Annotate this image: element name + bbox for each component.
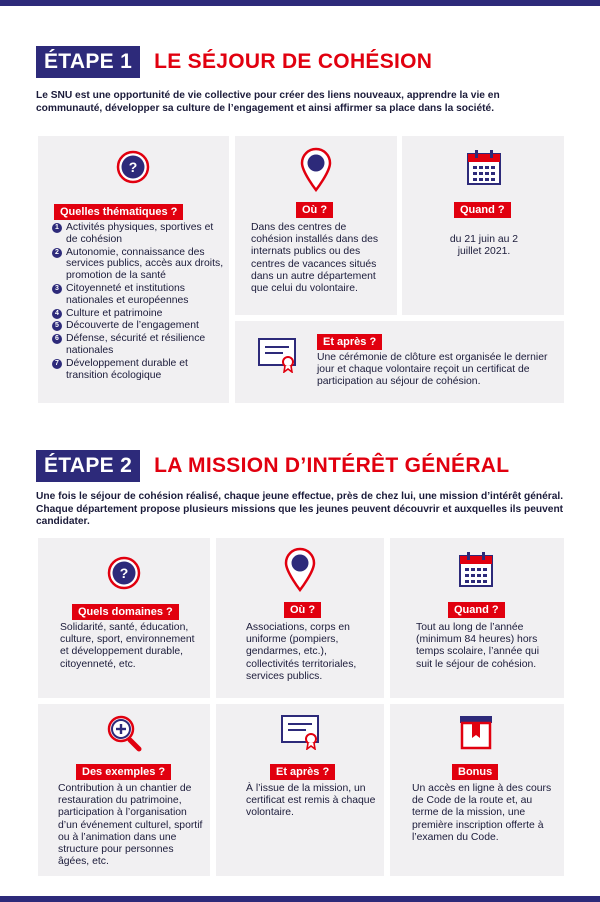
svg-text:?: ? bbox=[119, 565, 129, 581]
domains-label: Quels domaines ? bbox=[72, 604, 179, 620]
step1-themes-card bbox=[38, 136, 229, 403]
examples-text: Contribution à un chantier de restauration du patrimoine, participation à l’organisation d’un événement culturel, sportif ou à l’animation dans une structure pour personnes âgées, etc. bbox=[58, 783, 203, 868]
theme-text: Autonomie, connaissance des services publics, accès aux droits, promotion de la santé bbox=[66, 246, 224, 282]
step1-title: LE SÉJOUR DE COHÉSION bbox=[154, 50, 433, 73]
theme-item bbox=[52, 333, 224, 357]
gift-box-icon bbox=[458, 714, 494, 750]
svg-text:?: ? bbox=[128, 159, 138, 175]
step2-bonus-card bbox=[390, 704, 564, 876]
theme-item bbox=[52, 358, 224, 382]
bonus-text: Un accès en ligne à des cours de Code de la route et, au terme de la mission, une première inscription offerte à l’examen du Code. bbox=[412, 783, 552, 843]
themes-list bbox=[52, 222, 224, 382]
bottom-stripe bbox=[0, 896, 600, 902]
theme-item bbox=[52, 308, 224, 320]
step2-after-text: À l’issue de la mission, un certificat est remis à chaque volontaire. bbox=[246, 783, 376, 819]
location-pin-icon bbox=[283, 546, 317, 592]
theme-item bbox=[52, 283, 224, 307]
step1-after-card bbox=[235, 321, 564, 403]
theme-number: 5 bbox=[52, 321, 62, 331]
domains-text: Solidarité, santé, éducation, culture, sport, environnement et développement durable, citoyenneté, etc. bbox=[60, 622, 195, 670]
examples-label: Des exemples ? bbox=[76, 764, 171, 780]
calendar-icon bbox=[458, 550, 494, 588]
magnifier-plus-icon bbox=[106, 714, 142, 752]
step2-after-card bbox=[216, 704, 384, 876]
step2-where-text: Associations, corps en uniforme (pompiers, gendarmes, etc.), collectivités territoriales, services publics. bbox=[246, 622, 357, 682]
step2-after-label: Et après ? bbox=[270, 764, 335, 780]
theme-number: 2 bbox=[52, 248, 62, 258]
theme-text: Défense, sécurité et résilience nationales bbox=[66, 333, 206, 356]
themes-label: Quelles thématiques ? bbox=[54, 204, 183, 220]
bonus-label: Bonus bbox=[452, 764, 498, 780]
step1-after-text: Une cérémonie de clôture est organisée le dernier jour et chaque volontaire reçoit un certificat de participation au séjour de cohésion. bbox=[317, 352, 548, 388]
step2-header bbox=[36, 450, 509, 482]
theme-item bbox=[52, 320, 224, 332]
step1-intro: Le SNU est une opportunité de vie collective pour créer des liens nouveaux, apprendre la vie en communauté, développer sa culture de l’engagement et ainsi affirmer sa place dans la société. bbox=[36, 90, 500, 114]
theme-item bbox=[52, 222, 224, 246]
step2-when-label: Quand ? bbox=[448, 602, 505, 618]
theme-number: 3 bbox=[52, 284, 62, 294]
step1-where-card bbox=[235, 136, 397, 315]
step2-intro: Une fois le séjour de cohésion réalisé, chaque jeune effectue, près de chez lui, une mission d’intérêt général. Chaque département propose plusieurs missions que les jeunes peuvent découvrir et auxquelles ils peuvent candidater. bbox=[36, 491, 564, 527]
theme-text: Développement durable et transition écologique bbox=[66, 357, 188, 381]
step1-when-text: du 21 juin au 2 juillet 2021. bbox=[449, 234, 519, 258]
step1-after-label: Et après ? bbox=[317, 334, 382, 350]
certificate-icon bbox=[280, 714, 322, 750]
step1-badge: ÉTAPE 1 bbox=[36, 46, 140, 78]
certificate-icon bbox=[257, 337, 299, 373]
top-stripe bbox=[0, 0, 600, 6]
step2-domains-card bbox=[38, 538, 210, 698]
step1-when-card bbox=[402, 136, 564, 315]
step2-examples-card bbox=[38, 704, 210, 876]
theme-number: 4 bbox=[52, 309, 62, 319]
step2-when-card bbox=[390, 538, 564, 698]
question-icon bbox=[116, 150, 150, 184]
step2-where-label: Où ? bbox=[284, 602, 321, 618]
step1-where-label: Où ? bbox=[296, 202, 333, 218]
theme-number: 6 bbox=[52, 334, 62, 344]
theme-text: Citoyenneté et institutions nationales et européennes bbox=[66, 282, 189, 306]
step1-when-label: Quand ? bbox=[454, 202, 511, 218]
theme-item bbox=[52, 247, 224, 282]
question-icon bbox=[107, 556, 141, 590]
theme-number: 1 bbox=[52, 223, 62, 233]
location-pin-icon bbox=[299, 146, 333, 192]
step1-where-text: Dans des centres de cohésion installés dans des internats publics ou des centres de vacances situés dans un autre département que celui du volontaire. bbox=[251, 222, 379, 295]
step2-badge: ÉTAPE 2 bbox=[36, 450, 140, 482]
theme-text: Activités physiques, sportives et de cohésion bbox=[66, 222, 214, 245]
theme-number: 7 bbox=[52, 359, 62, 369]
theme-text: Culture et patrimoine bbox=[66, 307, 163, 319]
step2-where-card bbox=[216, 538, 384, 698]
step1-header bbox=[36, 46, 432, 78]
step2-title: LA MISSION D’INTÉRÊT GÉNÉRAL bbox=[154, 454, 510, 477]
step2-when-text: Tout au long de l’année (minimum 84 heures) hors temps scolaire, l’année qui suit le séjour de cohésion. bbox=[416, 622, 540, 670]
theme-text: Découverte de l’engagement bbox=[66, 320, 199, 332]
calendar-icon bbox=[466, 148, 502, 186]
